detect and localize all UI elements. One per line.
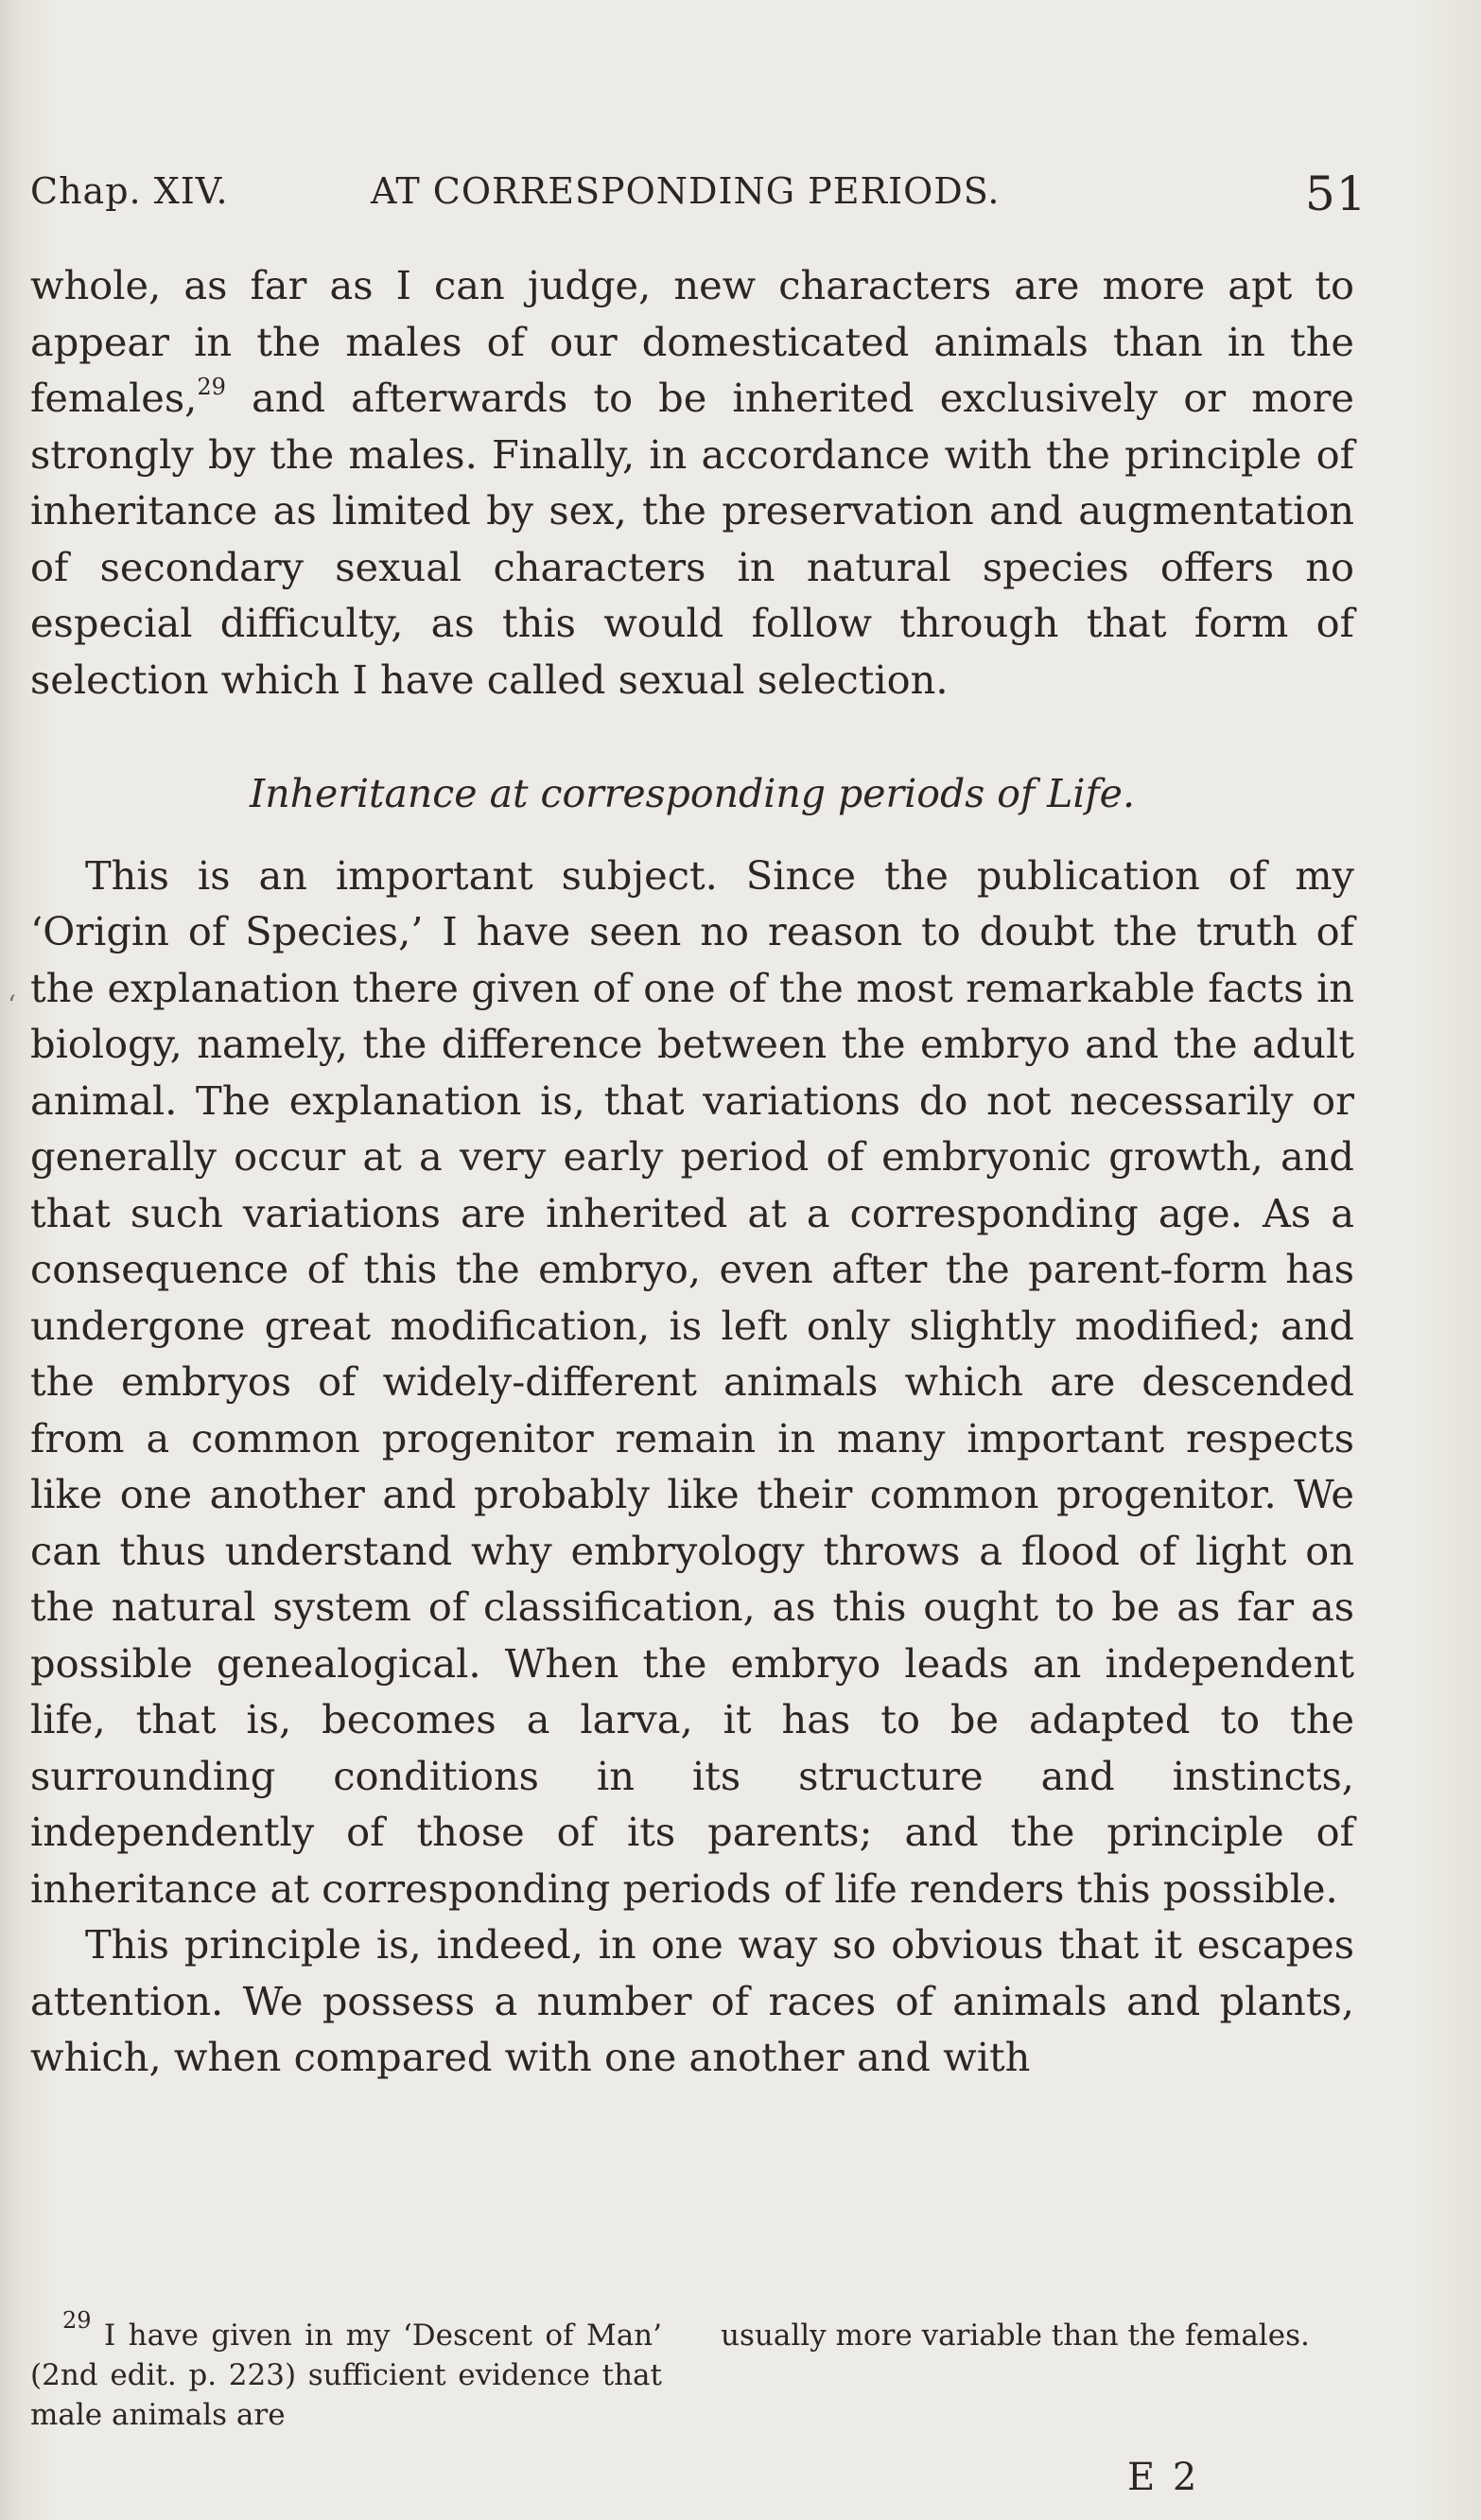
footnote-number: 29 (62, 2307, 92, 2334)
body-text (30, 257, 1354, 2086)
footnote-right-column: usually more variable than the females. (721, 2319, 1310, 2353)
paragraph-1-continued: and afterwards to be inherited exclusively or more strongly by the males. Finally, in accordance with the principle of inheritance as limited by sex, the preservation and augmentation of secondary sexual characters in natural species offers no especial difficulty, as this would follow through that form of selection which I have called sexual selection. (30, 375, 1354, 703)
chapter-label: Chap. XIV. (30, 170, 229, 212)
paragraph-3: This principle is, indeed, in one way so obvious that it escapes attention. We possess a number of races of animals and plants, which, when compared with one another and with (30, 1921, 1354, 2080)
footnote-ref: 29 (197, 374, 226, 400)
page-number: 51 (1305, 166, 1368, 221)
running-head (30, 166, 1368, 227)
margin-mark: ‘ (8, 989, 16, 1021)
paragraph-2: This is an important subject. Since the publication of my ‘Origin of Species,’ I have seen no reason to doubt the truth of the explanation there given of one of the most remarkable facts in biology, namely, the difference between the embryo and the adult animal. The explanation is, that variations do not necessarily or generally occur at a very early period of embryonic growth, and that such variations are inherited at a corresponding age. As a consequence of this the embryo, even after the parent-form has undergone great modification, is left only slightly modified; and the embryos of widely-different animals which are descended from a common progenitor remain in many important respects like one another and probably like their common progenitor. We can thus understand why embryology throws a flood of light on the natural system of classification, as this ought to be as far as possible genealogical. When the embryo leads an independent life, that is, becomes a larva, it has to be adapted to the surrounding conditions in its structure and instincts, independently of those of its parents; and the principle of inheritance at corresponding periods of life renders this possible. (30, 851, 1354, 1912)
footnote-left-column (30, 2307, 662, 2435)
section-heading: Inheritance at corresponding periods of Life. (250, 771, 1135, 816)
footnote-left-text: I have given in my ‘Descent of Man’ (2nd edit. p. 223) sufficient evidence that male animals are (30, 2319, 662, 2432)
paragraph-1-text: whole, as far as I can judge, new characters are more apt to appear in the males of our domesticated animals than in the females, (30, 262, 1354, 421)
running-title: AT CORRESPONDING PERIODS. (371, 170, 1001, 212)
signature-mark: E 2 (1127, 2456, 1200, 2499)
paragraph-1 (30, 257, 1354, 708)
